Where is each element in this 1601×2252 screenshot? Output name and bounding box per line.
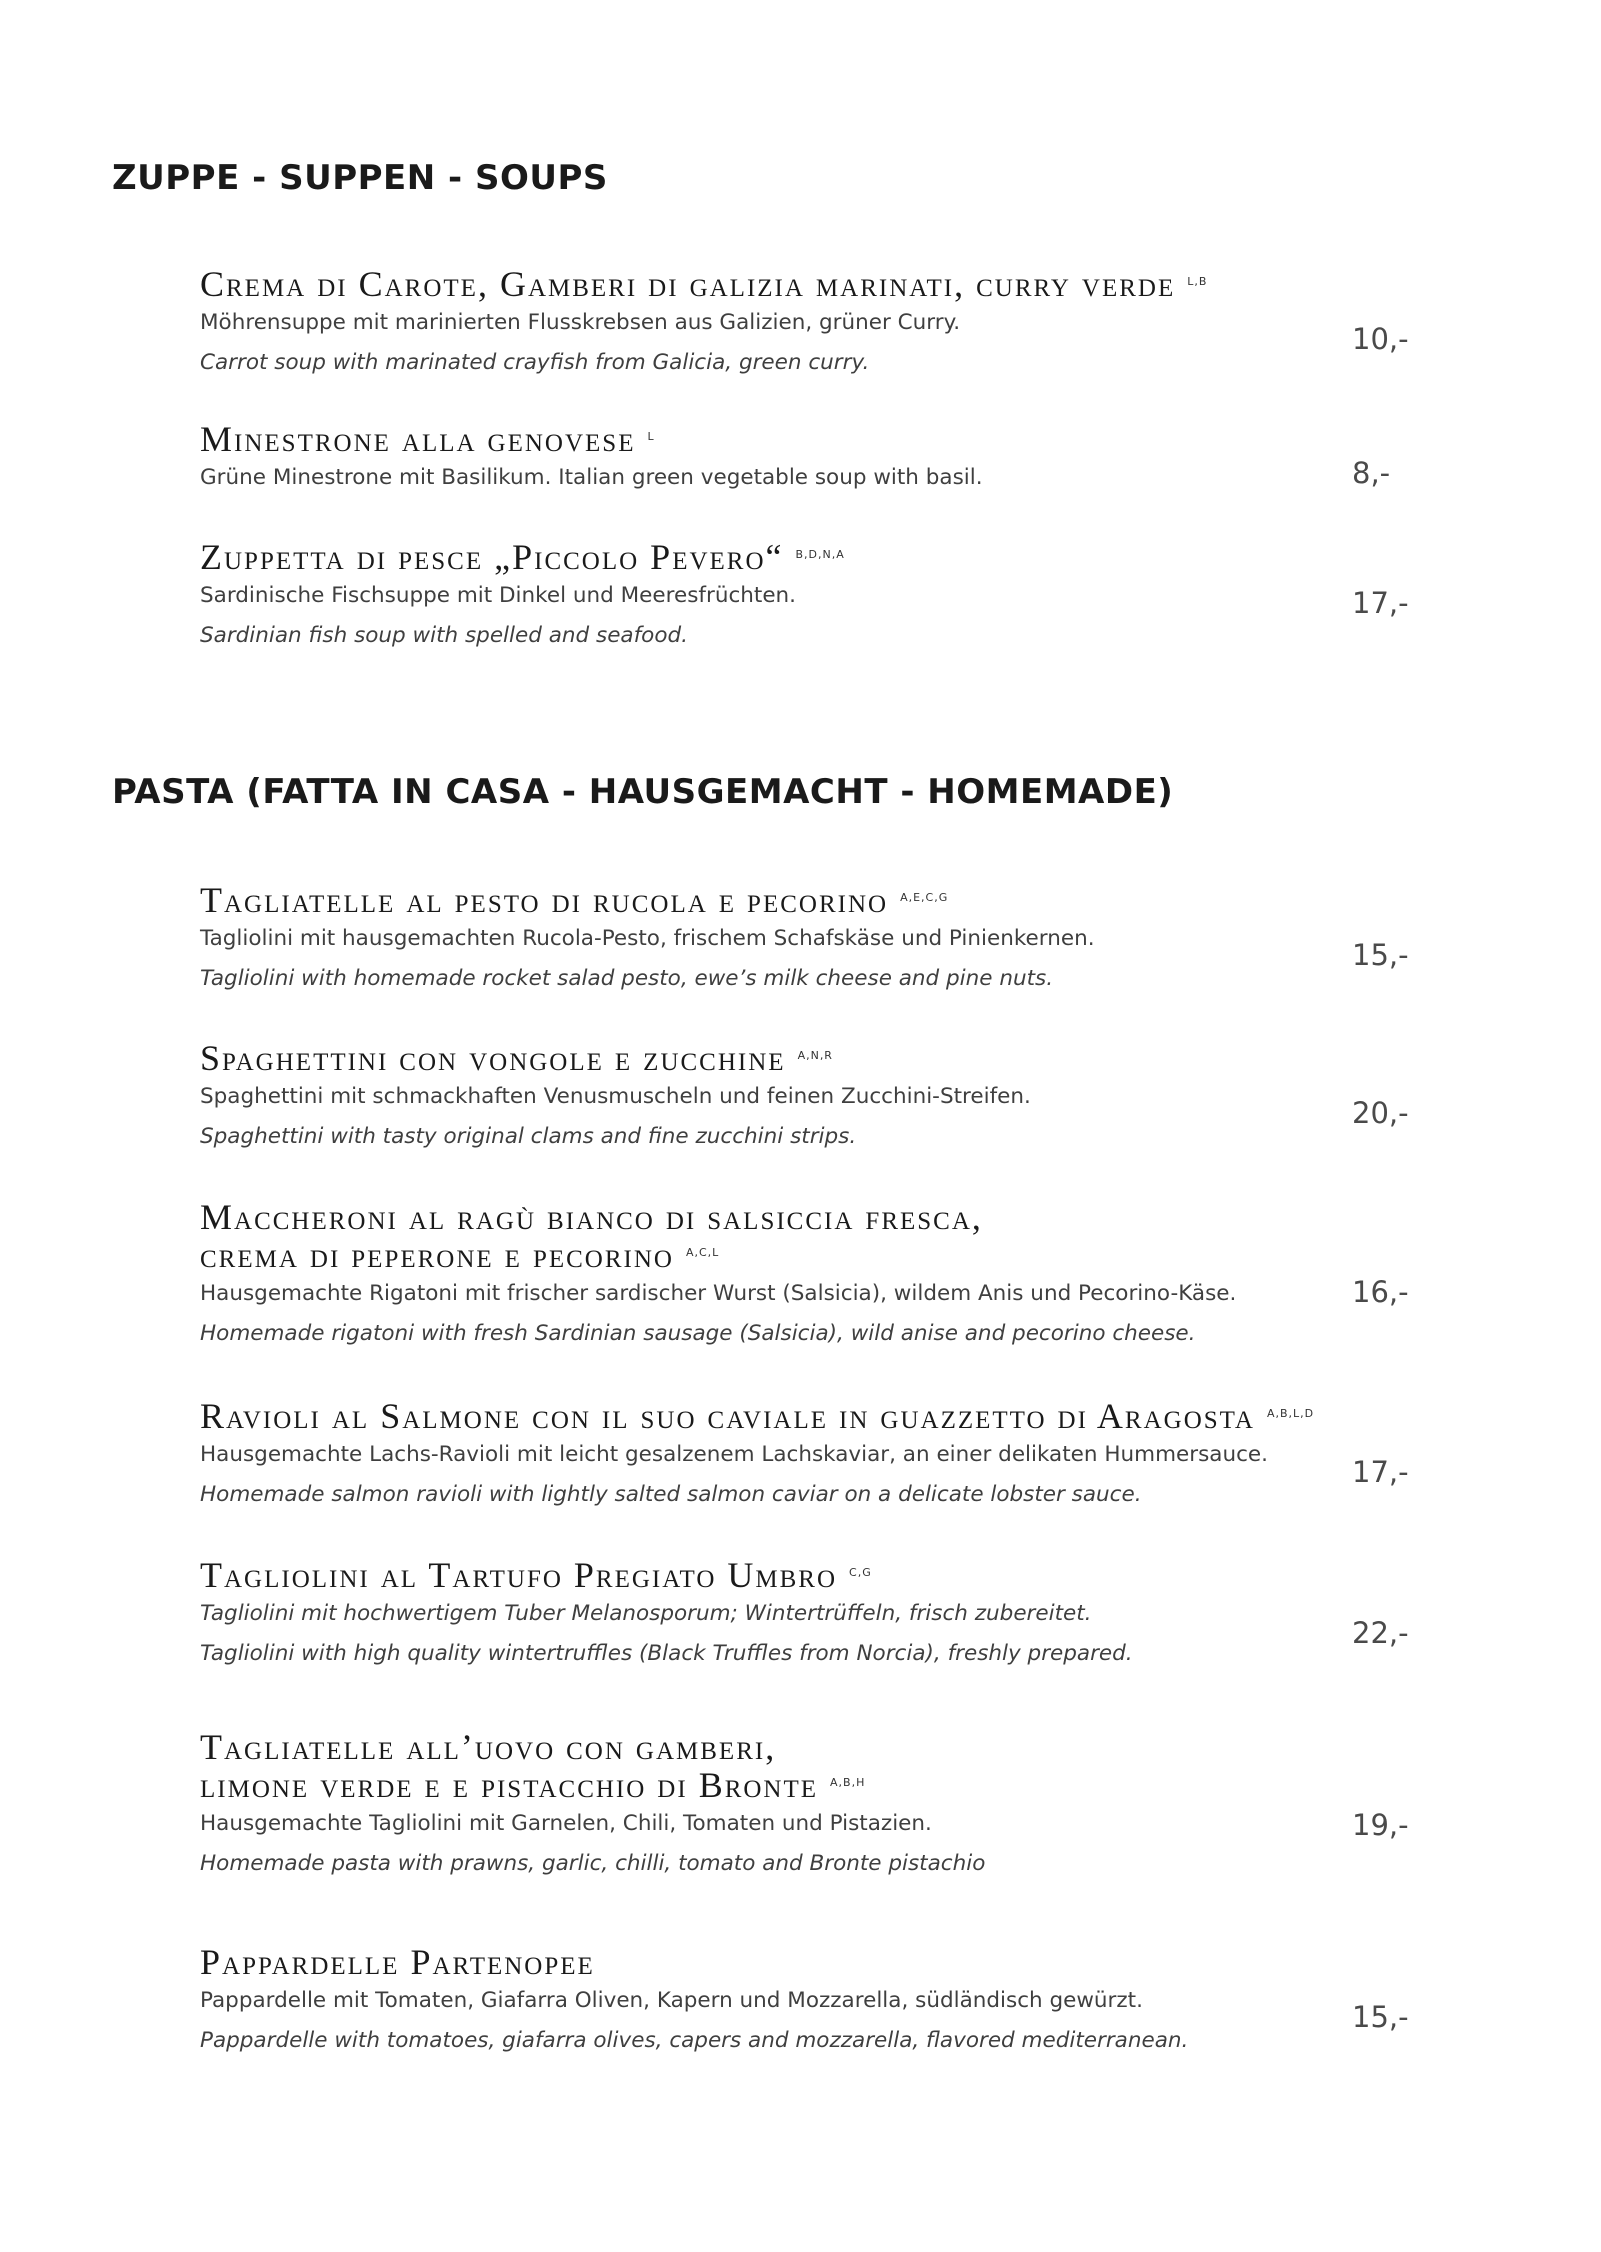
price-tagliolini-tartufo: 22,-: [1352, 1616, 1409, 1650]
dish-name-line-2: crema di peperone e pecorino $^{A,C,L}$: [200, 1235, 720, 1275]
allergen-codes: A,B,H: [830, 1776, 866, 1789]
description-german: Möhrensuppe mit marinierten Flusskrebsen aus Galizien, grüner Curry.: [200, 310, 961, 335]
allergen-codes: L: [647, 430, 655, 443]
allergen-codes: A,B,L,D: [1266, 1407, 1315, 1420]
description-german: Sardinische Fischsuppe mit Dinkel und Meeresfrüchten.: [200, 583, 797, 608]
description-english: Tagliolini with homemade rocket salad pesto, ewe’s milk cheese and pine nuts.: [200, 966, 1054, 991]
price-tagliatelle-gamberi: 19,-: [1352, 1808, 1409, 1842]
price-tagliatelle-pesto: 15,-: [1352, 938, 1409, 972]
menu-item-crema-di-carote: [200, 265, 1430, 383]
price-ravioli-salmone: 17,-: [1352, 1455, 1409, 1489]
menu-item-tagliatelle-gamberi: [200, 1728, 1430, 1884]
dish-name: Pappardelle Partenopee: [200, 1942, 595, 1982]
allergen-codes: C,G: [849, 1566, 872, 1579]
dish-name: Ravioli al Salmone con il suo caviale in guazzetto di Aragosta $^{A,B,L,D}$: [200, 1396, 1315, 1436]
dish-name: Maccheroni al ragù bianco di salsiccia fresca,: [200, 1197, 983, 1237]
allergen-codes: A,C,L: [685, 1246, 720, 1259]
dish-name-line-2: limone verde e e pistacchio di Bronte $^{A,B,H}$: [200, 1765, 866, 1805]
menu-item-tagliolini-tartufo: [200, 1556, 1430, 1674]
menu-item-minestrone: [200, 420, 1430, 498]
allergen-codes: B,D,N,A: [795, 548, 845, 561]
dish-name: Spaghettini con vongole e zucchine $^{A,N,R}$: [200, 1038, 833, 1078]
price-pappardelle-partenopee: 15,-: [1352, 2000, 1409, 2034]
description-german: Hausgemachte Tagliolini mit Garnelen, Chili, Tomaten und Pistazien.: [200, 1811, 932, 1836]
allergen-codes: L,B: [1187, 275, 1208, 288]
menu-item-tagliatelle-pesto: [200, 881, 1430, 999]
menu-item-ravioli-salmone: [200, 1397, 1430, 1515]
description-english: Spaghettini with tasty original clams and fine zucchini strips.: [200, 1124, 857, 1149]
menu-item-spaghettini-vongole: [200, 1039, 1430, 1157]
section-title-pasta: PASTA (FATTA IN CASA - HAUSGEMACHT - HOMEMADE): [112, 772, 1174, 812]
dish-name: Zuppetta di pesce „Piccolo Pevero“ $^{B,D,N,A}$: [200, 537, 845, 577]
dish-name: Minestrone alla genovese $^L$: [200, 419, 655, 459]
description-german: Hausgemachte Rigatoni mit frischer sardischer Wurst (Salsicia), wildem Anis und Pecorino-Käse.: [200, 1281, 1237, 1306]
allergen-codes: A,N,R: [797, 1049, 833, 1062]
price-spaghettini-vongole: 20,-: [1352, 1096, 1409, 1130]
menu-item-zuppetta-di-pesce: [200, 538, 1430, 656]
description-english: Sardinian fish soup with spelled and seafood.: [200, 623, 688, 648]
menu-item-maccheroni-ragu: [200, 1198, 1430, 1354]
description-english: Carrot soup with marinated crayfish from Galicia, green curry.: [200, 350, 870, 375]
price-crema-di-carote: 10,-: [1352, 322, 1409, 356]
dish-name: Tagliolini al Tartufo Pregiato Umbro $^{C,G}$: [200, 1555, 872, 1595]
menu-item-pappardelle-partenopee: [200, 1943, 1430, 2061]
description-german: Pappardelle mit Tomaten, Giafarra Oliven, Kapern und Mozzarella, südländisch gewürzt.: [200, 1988, 1143, 2013]
section-title-soups: ZUPPE - SUPPEN - SOUPS: [112, 158, 608, 198]
price-minestrone: 8,-: [1352, 456, 1391, 490]
dish-name: Tagliatelle al pesto di rucola e pecorino $^{A,E,C,G}$: [200, 880, 949, 920]
price-maccheroni-ragu: 16,-: [1352, 1275, 1409, 1309]
dish-name: Tagliatelle all’uovo con gamberi,: [200, 1727, 777, 1767]
description-english: Tagliolini with high quality wintertruffles (Black Truffles from Norcia), freshly prepared.: [200, 1641, 1133, 1666]
description-german: Grüne Minestrone mit Basilikum. Italian green vegetable soup with basil.: [200, 465, 983, 490]
description-english: Homemade rigatoni with fresh Sardinian sausage (Salsicia), wild anise and pecorino cheese.: [200, 1321, 1196, 1346]
description-english: Homemade salmon ravioli with lightly salted salmon caviar on a delicate lobster sauce.: [200, 1482, 1142, 1507]
description-english: Pappardelle with tomatoes, giafarra olives, capers and mozzarella, flavored mediterranean.: [200, 2028, 1189, 2053]
description-german: Hausgemachte Lachs-Ravioli mit leicht gesalzenem Lachskaviar, an einer delikaten Hummersauce.: [200, 1442, 1268, 1467]
description-german: Tagliolini mit hochwertigem Tuber Melanosporum; Wintertrüffeln, frisch zubereitet.: [200, 1601, 1092, 1626]
description-english: Homemade pasta with prawns, garlic, chilli, tomato and Bronte pistachio: [200, 1851, 986, 1876]
allergen-codes: A,E,C,G: [900, 891, 949, 904]
description-german: Tagliolini mit hausgemachten Rucola-Pesto, frischem Schafskäse und Pinienkernen.: [200, 926, 1095, 951]
description-german: Spaghettini mit schmackhaften Venusmuscheln und feinen Zucchini-Streifen.: [200, 1084, 1031, 1109]
price-zuppetta-di-pesce: 17,-: [1352, 586, 1409, 620]
dish-name: Crema di Carote, Gamberi di galizia marinati, curry verde $^{L,B}$: [200, 264, 1208, 304]
